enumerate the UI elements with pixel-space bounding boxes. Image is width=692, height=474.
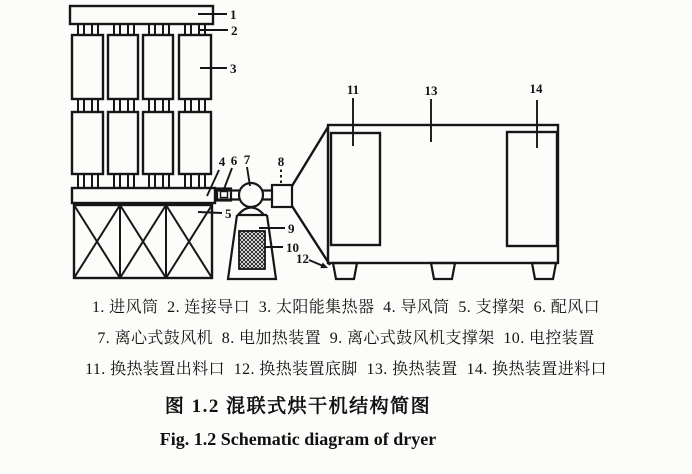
electric-heater [272, 185, 292, 207]
legend-row: 7. 离心式鼓风机 8. 电加热装置 9. 离心式鼓风机支撑架 10. 电控装置 [97, 330, 595, 347]
label-5: 5 [225, 206, 232, 221]
unit-feet [333, 263, 556, 279]
discharge-port [331, 133, 380, 245]
leader-lines [198, 14, 537, 268]
label-11: 11 [346, 82, 360, 97]
centrifugal-blower [239, 183, 263, 207]
legend [0, 298, 692, 380]
leader-5 [198, 212, 222, 213]
label-14: 14 [529, 81, 543, 96]
solar-collector-assembly [70, 6, 215, 278]
electric-control-unit [239, 231, 265, 269]
air-guide-duct [72, 188, 215, 203]
leader-12 [309, 260, 322, 266]
heat-exchange-unit [292, 125, 558, 279]
leader-6 [224, 168, 232, 189]
label-13: 13 [424, 83, 438, 98]
caption-english: Fig. 1.2 Schematic diagram of dryer [159, 429, 437, 449]
blower-heater-group [215, 183, 292, 279]
label-1: 1 [230, 7, 237, 22]
label-6: 6 [230, 153, 238, 168]
connection-ports [78, 24, 205, 188]
legend-row: 11. 换热装置出料口 12. 换热装置底脚 13. 换热装置 14. 换热装置进料口 [85, 361, 607, 378]
air-distribution-port-slot [221, 192, 228, 198]
label-4: 4 [218, 154, 226, 169]
label-3: 3 [230, 61, 237, 76]
support-frame-truss [74, 205, 212, 278]
label-7: 7 [243, 152, 251, 167]
label-9: 9 [288, 221, 295, 236]
label-12: 12 [296, 251, 309, 266]
caption-chinese: 图 1.2 混联式烘干机结构简图 [164, 396, 432, 417]
label-2: 2 [231, 23, 238, 38]
label-10: 10 [286, 240, 299, 255]
heat-exchange-body [328, 125, 558, 263]
legend-row: 1. 进风筒 2. 连接导口 3. 太阳能集热器 4. 导风筒 5. 支撑架 6. 配风口 [91, 299, 600, 316]
air-inlet-duct [70, 6, 213, 24]
label-8: 8 [277, 154, 285, 169]
blower-support-pedestal [228, 208, 276, 280]
blower-heater-connector [263, 191, 272, 200]
feed-port [507, 132, 557, 246]
